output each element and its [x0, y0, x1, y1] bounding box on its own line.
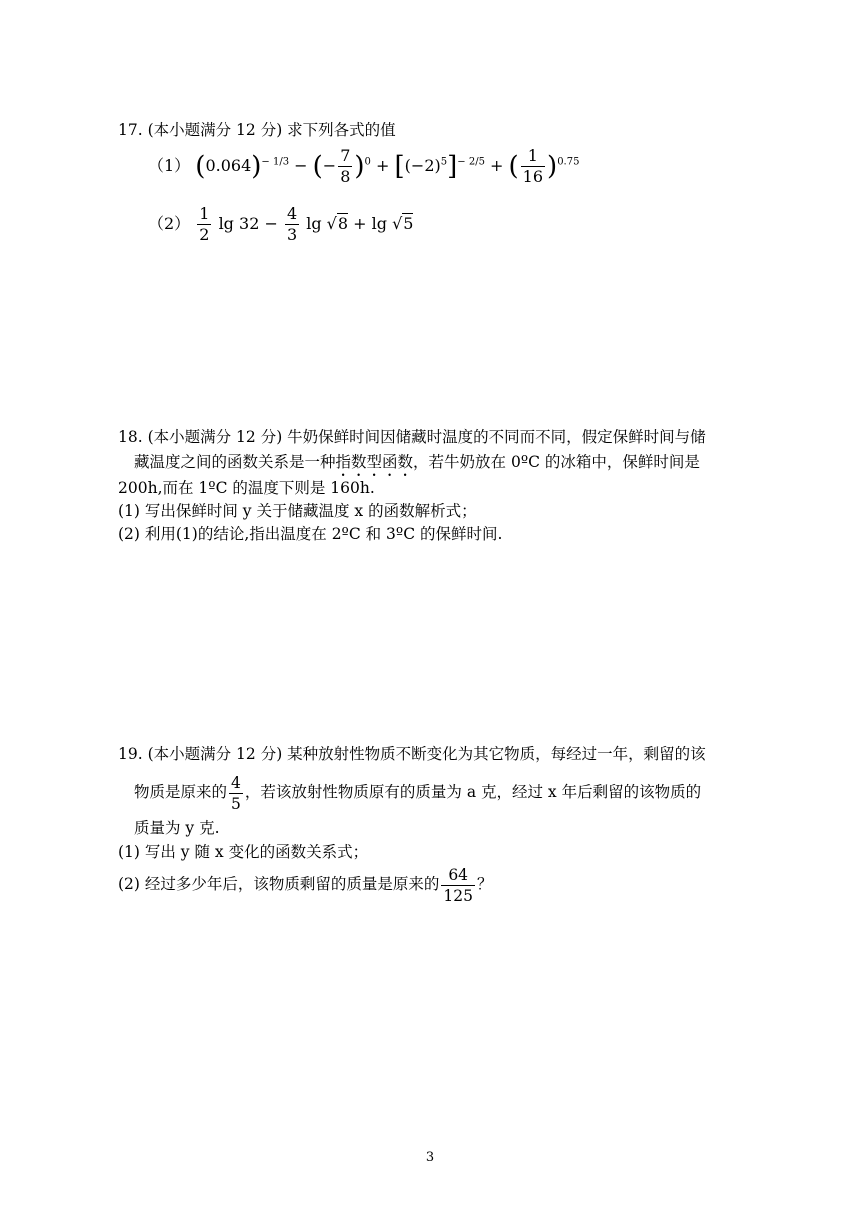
q19-line3: 质量为 y 克. — [134, 819, 220, 837]
frac-64-125: $\frac{64}{125}$ — [443, 865, 473, 905]
emphasized-term: 指数型函数 — [335, 453, 414, 471]
q19-line1: 19. (本小题满分 12 分) 某种放射性物质不断变化为其它物质，每经过一年，剩留的该 — [118, 745, 706, 763]
q17-part1: （1） $(0.064)^{- 1/3}$ − (− $\frac{7}{8}$ )$^0 + [(-2)^5]^{- 2/5}$ + ( $\frac{1}{16}$ )$^{0.75}$ — [148, 146, 580, 186]
frac-4-3: $\frac{4}{3}$ — [286, 204, 298, 244]
page-number: 3 — [425, 1150, 435, 1165]
frac-1-2: $\frac{1}{2}$ — [199, 204, 210, 244]
part2-label: （2） — [148, 214, 191, 233]
frac-4-5: $\frac{4}{5}$ — [231, 773, 241, 813]
part1-label: （1） — [148, 156, 191, 175]
sqrt-5: 5 — [403, 214, 414, 233]
exp-neg-third: − 1/3 — [261, 156, 290, 168]
q18-sub2: (2) 利用(1)的结论,指出温度在 2ºC 和 3ºC 的保鲜时间. — [118, 525, 503, 543]
q19-sub1: (1) 写出 y 随 x 变化的函数关系式； — [118, 843, 369, 861]
frac-7-8: $\frac{7}{8}$ — [340, 146, 351, 186]
q19-sub2: (2) 经过多少年后，该物质剩留的质量是原来的 $\frac{64}{125}$ ？ — [118, 865, 493, 905]
q17-part2: （2） $\frac{1}{2}$ lg 32 − $\frac{4}{3}$ lg √8 + lg √5 — [148, 204, 414, 244]
frac-1-16: $\frac{1}{16}$ — [522, 146, 544, 186]
q18-line2: 藏温度之间的函数关系是一种指数型函数，若牛奶放在 0ºC 的冰箱中，保鲜时间是 — [134, 453, 700, 471]
sqrt-8: 8 — [337, 214, 349, 233]
q18-line1: 18. (本小题满分 12 分) 牛奶保鲜时间因储藏时温度的不同而不同，假定保鲜时间与储 — [118, 428, 706, 446]
base-0064: 0.064 — [205, 156, 252, 175]
q17-heading: 17. (本小题满分 12 分) 求下列各式的值 — [118, 121, 396, 139]
q19-line2: 物质是原来的 $\frac{4}{5}$ ，若该放射性物质原有的质量为 a 克，经过 x 年后剩留的该物质的 — [134, 773, 702, 813]
q18-line3: 200h,而在 1ºC 的温度下则是 160h. — [118, 479, 375, 497]
q18-sub1: (1) 写出保鲜时间 y 关于储藏温度 x 的函数解析式； — [118, 502, 477, 520]
